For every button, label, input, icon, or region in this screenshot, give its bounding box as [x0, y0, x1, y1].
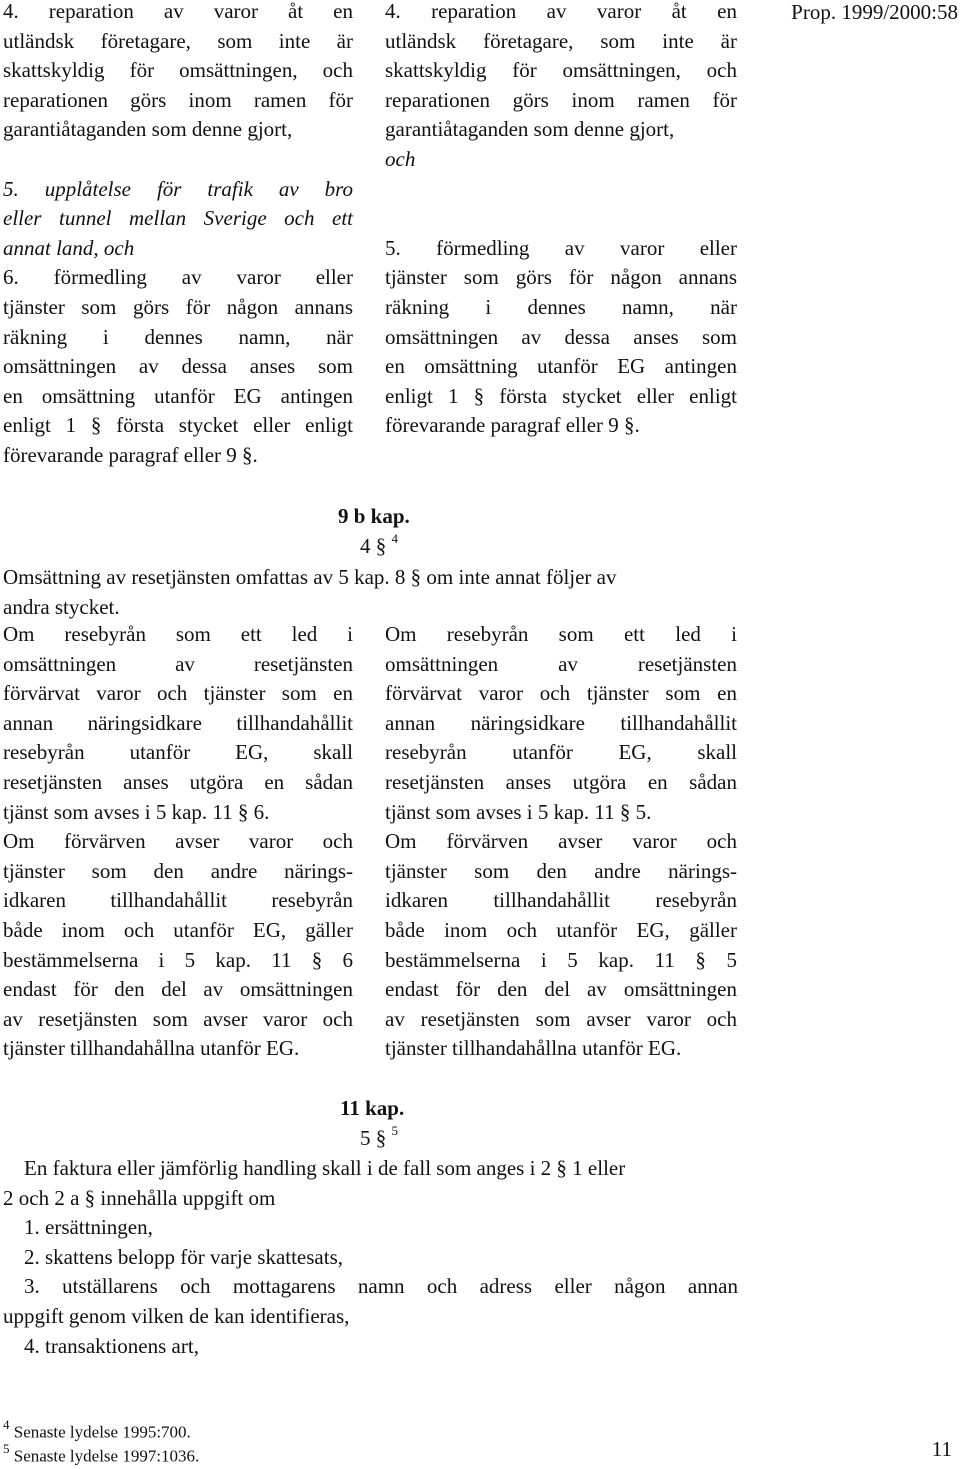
text-line: tjänster som görs för någon annans: [385, 265, 737, 290]
mid-right-column: [385, 620, 737, 1064]
text-line: reparationen görs inom ramen för: [385, 87, 737, 112]
text-line: En faktura eller jämförlig handling skall i de fall som anges i 2 § 1 eller: [24, 1156, 626, 1180]
text-line: tjänster tillhandahållna utanför EG.: [385, 1036, 682, 1061]
text-line: resetjänsten anses utgöra en sådan: [3, 769, 353, 794]
text-line: [385, 175, 737, 205]
text-line: 1. ersättningen,: [24, 1215, 153, 1240]
text-line: [3, 145, 353, 175]
text-line: 4. reparation av varor åt en: [385, 0, 737, 23]
chapter-heading-9b: 9 b kap.: [338, 504, 410, 528]
section-number-11-5: 5 § $^5$: [360, 1123, 398, 1150]
text-line: Om förvärven avser varor och: [385, 829, 737, 854]
text-line: garantiåtaganden som denne gjort,: [385, 117, 675, 142]
top-left-column: [3, 0, 353, 471]
text-line: Om förvärven avser varor och: [3, 829, 353, 854]
text-line: annan näringsidkare tillhandahållit: [385, 710, 737, 735]
text-line: 5. förmedling av varor eller: [385, 235, 737, 260]
footnote-5: $^5$ Senaste lydelse 1997:1036.: [3, 1441, 200, 1466]
text-line: förvärvat varor och tjänster som en: [3, 681, 353, 706]
text-line: både inom och utanför EG, gäller: [3, 917, 353, 942]
text-line: tjänster som den andre närings-: [3, 858, 353, 883]
text-line: förevarande paragraf eller 9 §.: [385, 413, 640, 438]
text-line: resetjänsten anses utgöra en sådan: [385, 769, 737, 794]
text-line: idkaren tillhandahållit resebyrån: [3, 888, 353, 913]
text-line: endast för den del av omsättningen: [3, 977, 353, 1002]
text-line: tjänst som avses i 5 kap. 11 § 5.: [385, 799, 652, 824]
text-line: omsättningen av dessa anses som: [385, 324, 737, 349]
text-line: 3. utställarens och mottagarens namn och adress eller någon annan: [24, 1274, 738, 1299]
text-line: både inom och utanför EG, gäller: [385, 917, 737, 942]
top-right-column: [385, 0, 737, 441]
text-line: omsättningen av dessa anses som: [3, 354, 353, 379]
text-line: tjänster tillhandahållna utanför EG.: [3, 1036, 300, 1061]
text-line: omsättningen av resetjänsten: [3, 651, 353, 676]
text-line: endast för den del av omsättningen: [385, 977, 737, 1002]
text-line: 4. reparation av varor åt en: [3, 0, 353, 23]
text-line: uppgift genom vilken de kan identifieras,: [3, 1303, 350, 1328]
text-line: en omsättning utanför EG antingen: [385, 354, 737, 379]
text-line: förvärvat varor och tjänster som en: [385, 681, 737, 706]
text-line: garantiåtaganden som denne gjort,: [3, 117, 293, 142]
chapter-heading-11: 11 kap.: [340, 1096, 405, 1120]
chapter-11-text: [3, 1154, 738, 1361]
text-line: Om resebyrån som ett led i: [385, 622, 737, 646]
text-line: och: [385, 146, 416, 171]
text-line: 2. skattens belopp för varje skattesats,: [24, 1244, 343, 1269]
text-line: utländsk företagare, som inte är: [385, 28, 737, 53]
intro-text: Omsättning av resetjänsten omfattas av 5 kap. 8 § om inte annat följer av andra stycket.: [3, 565, 617, 619]
page-number: 11: [931, 1437, 952, 1461]
mid-left-column: [3, 620, 353, 1064]
text-line: en omsättning utanför EG antingen: [3, 383, 353, 408]
text-line: 2 och 2 a § innehålla uppgift om: [3, 1185, 276, 1210]
text-line: tjänster som görs för någon annans: [3, 294, 353, 319]
text-line: reparationen görs inom ramen för: [3, 87, 353, 112]
text-line: 5. upplåtelse för trafik av bro: [3, 176, 353, 201]
text-line: räkning i dennes namn, när: [3, 324, 353, 349]
text-line: bestämmelserna i 5 kap. 11 § 5: [385, 947, 737, 972]
text-line: resebyrån utanför EG, skall: [3, 740, 353, 765]
text-line: annat land, och: [3, 235, 135, 260]
text-line: annan näringsidkare tillhandahållit: [3, 710, 353, 735]
text-line: 6. förmedling av varor eller: [3, 265, 353, 290]
page-header-prop: Prop. 1999/2000:58: [791, 0, 958, 24]
text-line: utländsk företagare, som inte är: [3, 28, 353, 53]
text-line: av resetjänsten som avser varor och: [385, 1006, 737, 1031]
text-line: tjänst som avses i 5 kap. 11 § 6.: [3, 799, 270, 824]
text-line: förevarande paragraf eller 9 §.: [3, 442, 258, 467]
text-line: eller tunnel mellan Sverige och ett: [3, 206, 353, 231]
text-line: enligt 1 § första stycket eller enligt: [385, 383, 737, 408]
text-line: bestämmelserna i 5 kap. 11 § 6: [3, 947, 353, 972]
section-number-9b-4: 4 § $^4$: [360, 531, 398, 558]
footnote-ref: 4: [391, 531, 398, 546]
text-line: av resetjänsten som avser varor och: [3, 1006, 353, 1031]
text-line: skattskyldig för omsättningen, och: [3, 58, 353, 83]
footnote-4: $^4$ Senaste lydelse 1995:700.: [3, 1417, 191, 1442]
text-line: Om resebyrån som ett led i: [3, 622, 353, 646]
text-line: idkaren tillhandahållit resebyrån: [385, 888, 737, 913]
text-line: enligt 1 § första stycket eller enligt: [3, 413, 353, 438]
text-line: [385, 204, 737, 234]
text-line: tjänster som den andre närings-: [385, 858, 737, 883]
text-line: skattskyldig för omsättningen, och: [385, 58, 737, 83]
text-line: 4. transaktionens art,: [24, 1333, 199, 1358]
text-line: räkning i dennes namn, när: [385, 294, 737, 319]
footnote-ref: 5: [391, 1123, 398, 1138]
text-line: resebyrån utanför EG, skall: [385, 740, 737, 765]
text-line: omsättningen av resetjänsten: [385, 651, 737, 676]
